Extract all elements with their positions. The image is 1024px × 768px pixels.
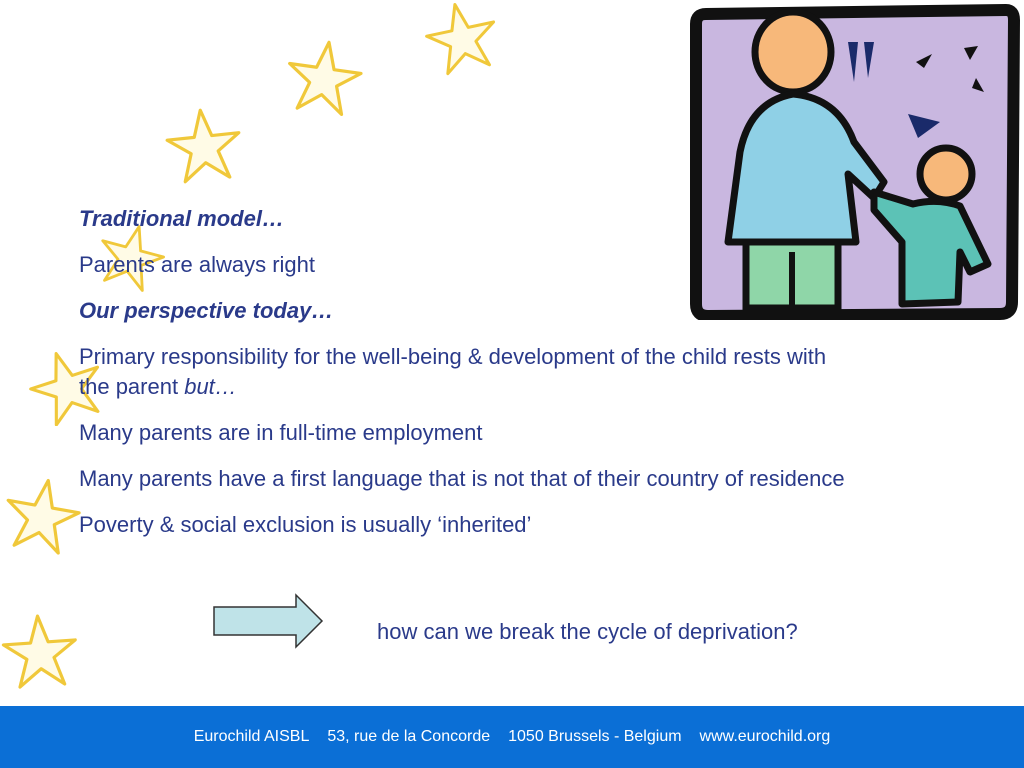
footer-bar — [0, 706, 1024, 768]
responsibility-text: Primary responsibility for the well-being & development of the child rests with the parent — [79, 344, 827, 399]
star-icon — [0, 612, 80, 692]
perspective-heading: Our perspective today… — [79, 298, 334, 323]
star-icon — [424, 0, 500, 76]
star-icon — [2, 476, 82, 556]
question-text: how can we break the cycle of deprivation? — [377, 619, 798, 644]
footer-website[interactable]: www.eurochild.org — [699, 728, 831, 745]
poverty-text: Poverty & social exclusion is usually ‘inherited’ — [79, 512, 532, 537]
traditional-model-heading: Traditional model… — [79, 206, 284, 231]
footer-city: 1050 Brussels - Belgium — [508, 728, 682, 745]
traditional-model-text: Parents are always right — [79, 252, 315, 277]
language-text: Many parents have a first language that is not that of their country of residence — [79, 466, 845, 491]
employment-text: Many parents are in full-time employment — [79, 420, 483, 445]
main-content — [79, 204, 859, 556]
responsibility-but: but… — [184, 374, 237, 399]
responsibility-paragraph — [79, 342, 859, 402]
footer-org: Eurochild AISBL — [193, 728, 310, 745]
footer-street: 53, rue de la Concorde — [327, 728, 491, 745]
right-arrow-icon — [212, 593, 324, 649]
star-icon — [284, 38, 364, 118]
star-icon — [164, 106, 244, 186]
